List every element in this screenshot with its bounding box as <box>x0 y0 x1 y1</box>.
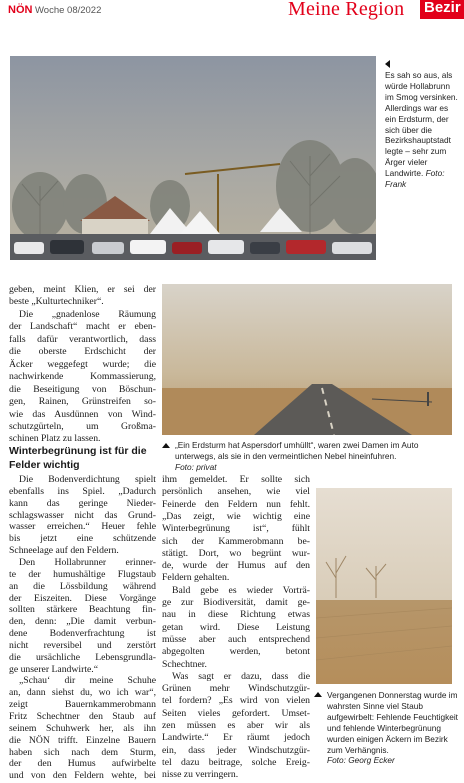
article-text-line: Was sagt er dazu, dass die <box>172 670 310 682</box>
caption-pointer-left-icon <box>385 60 390 68</box>
caption-bottom-credit: Foto: Georg Ecker <box>327 755 395 766</box>
article-text-line: Feldern gehalten. <box>162 572 230 584</box>
article-text-line: nisse zu verringern. <box>162 769 239 781</box>
article-text-line: persönlich ansehen, wie viel <box>162 486 310 498</box>
article-text-line: tel dazu beitrage, solche Ereig- <box>162 756 310 768</box>
article-text-line: gen, Rainen, Grünstreifen so- <box>9 396 156 408</box>
article-text-line: die NÖN trifft. Einzelne Bauern <box>9 734 156 746</box>
article-text-line: ge zur Biodiversität, damit ge- <box>162 597 310 608</box>
article-text-line: Schneelage auf den Feldern. <box>9 545 119 557</box>
article-text-line: Die Bodenverdichtung spielt <box>19 474 156 485</box>
article-text-line: Feinerde den Feldern nun fehlt. <box>162 498 310 510</box>
article-text-line: Landwirte.“ Er räumt jedoch <box>162 732 310 744</box>
section-title: Meine Region <box>288 0 405 20</box>
article-text-line: sich der Kammerobmann be- <box>162 535 310 547</box>
article-text-line: müsse aber auch entsprechend <box>162 633 310 645</box>
article-text-line: schinen Platz zu lassen. <box>9 433 101 445</box>
article-text-line: den, denn: „Die damit verbun- <box>9 616 156 628</box>
article-text-line: Schechtner. <box>162 658 207 670</box>
article-text-line: der Landschaft“ macht er eben- <box>9 321 156 333</box>
article-text-line: falls dafür verantwortlich, dass <box>9 333 156 345</box>
article-text-line: tel fordern? „Es wird von vielen <box>162 695 310 707</box>
article-text-line: die ursächliche Lebensgrundla- <box>9 651 156 663</box>
article-text-line: Den Hollabrunner erinner- <box>19 556 156 568</box>
subheading-line-2: Felder wichtig <box>9 459 80 471</box>
section-tab-label: Bezir <box>424 0 461 16</box>
article-text-line: „Schau‘ dir meine Schuhe <box>19 675 156 687</box>
article-text-line: ebenfalls ins Spiel. „Dadurch <box>9 485 156 497</box>
article-text-line: wie das Ausdünnen von Wind- <box>9 408 156 420</box>
article-text-line: te der humushältige Flugstaub <box>9 568 156 580</box>
article-text-line: stätigt. Dort, wo begrünt wur- <box>162 547 310 559</box>
article-text-line: zeigt Bauernkammerobmann <box>9 699 156 711</box>
photo-dust-road <box>162 284 452 435</box>
article-text-line: haben sich nach dem Sturm, <box>9 746 156 758</box>
article-text-line: die Beseitigung von Böschun- <box>9 383 156 395</box>
article-text-line: schutzgürteln, um Großma- <box>9 420 156 432</box>
article-text-line: schlagswasser nicht das Grund- <box>9 509 156 521</box>
caption-top-credit: Foto: Frank <box>385 168 445 190</box>
article-text-line: „Das zeigt, wie wichtig eine <box>162 510 310 522</box>
article-text-line: der Eiszeiten. Diese Vorgänge <box>9 592 156 604</box>
article-text-line: Winterbegrünung ist“, fühlt <box>162 523 310 535</box>
photo-hollabrunn-smog <box>10 56 376 260</box>
article-text-line: an, dann siehst du, wo ich war“, <box>9 687 156 699</box>
article-text-line: abgegolten werden, betont <box>162 646 310 658</box>
caption-middle-credit: Foto: privat <box>175 461 217 472</box>
caption-bottom-text: Vergangenen Donnerstag wurde im wahrsten Sinne viel Staub aufgewirbelt: Fehlende Feuchtigkeit und fehlende Winterbegrünung wurden einigen Äckern im Bezirk zum Verhängnis. <box>327 690 458 755</box>
article-text-line: getan wird. Diese Leistung <box>162 621 310 633</box>
article-text-line: sollten stärkere Beachtung fin- <box>9 604 156 616</box>
article-text-line: und von den Feldern wehte, bei <box>9 770 156 782</box>
article-text-line: an die Lössbildung während <box>9 580 156 592</box>
caption-top-text: Es sah so aus, als würde Hollabrunn im Smog versinken. Allerdings war es ein Erdsturm, der sich über die Bezirkshauptstadt legte – sehr zum Ärger vieler Landwirte. <box>385 70 458 179</box>
caption-pointer-up-icon <box>314 692 322 697</box>
article-text-line: seinem Schuhwerk her, als ihn <box>9 722 156 734</box>
article-text-line: Äcker weggefegt wurde; die <box>9 358 156 370</box>
article-text-line: nicht reversibel und zerstört <box>9 639 156 651</box>
article-text-line: wasser erreichen.“ Heuer fehle <box>9 521 156 533</box>
article-text-line: zen müssen es aber wir als <box>162 720 310 731</box>
article-text-line: geben, meint Klien, er sei der <box>9 284 156 295</box>
article-text-line: Bald gebe es wieder Vorträ- <box>172 584 310 596</box>
article-text-line: Grünen mehr Windschutzgür- <box>162 683 310 695</box>
article-text-line: bis jetzt eine schützende <box>9 533 156 545</box>
subheading-line-1: Winterbegrünung ist für die <box>9 445 147 457</box>
article-text-line: nachwirkende Kommassierung, <box>9 371 156 383</box>
caption-pointer-up-icon <box>162 443 170 448</box>
article-text-line: die oberste Erdschicht der <box>9 346 156 358</box>
article-text-line: Fritz Schechtner den Staub auf <box>9 711 156 722</box>
caption-top <box>385 70 461 190</box>
article-text-line: Die „gnadenlose Räumung <box>19 308 156 320</box>
article-text-line: Seiten vieles gefordert. Umset- <box>162 707 310 719</box>
issue-week: Woche 08/2022 <box>35 5 102 16</box>
article-text-line: ein, dass jeder Windschutzgür- <box>162 744 310 756</box>
article-text-line: der den Humus aufwirbelte <box>9 758 156 770</box>
article-text-line: dene Bodenverfrachtung ist <box>9 628 156 640</box>
brand-logo: NÖN <box>8 4 33 16</box>
caption-middle-text: „Ein Erdsturm hat Aspersdorf umhüllt“, waren zwei Damen im Auto unterwegs, als sie in den vermeintlichen Nebel hineinfuhren. <box>175 440 419 461</box>
article-text-line: de, wurde der Humus auf den <box>162 560 310 572</box>
caption-middle <box>175 440 460 473</box>
article-text-line: kann das geringe Nieder- <box>9 497 156 509</box>
section-tab <box>420 0 464 19</box>
caption-bottom <box>327 690 459 766</box>
photo-dusty-field <box>316 488 452 684</box>
article-text-line: nau in diese Richtung etwas <box>162 609 310 621</box>
article-text-line: ge unserer Landwirte.“ <box>9 663 99 675</box>
article-text-line: ihm gemeldet. Er sollte sich <box>162 474 310 485</box>
article-text-line: beste „Kulturtechniker“. <box>9 296 104 308</box>
